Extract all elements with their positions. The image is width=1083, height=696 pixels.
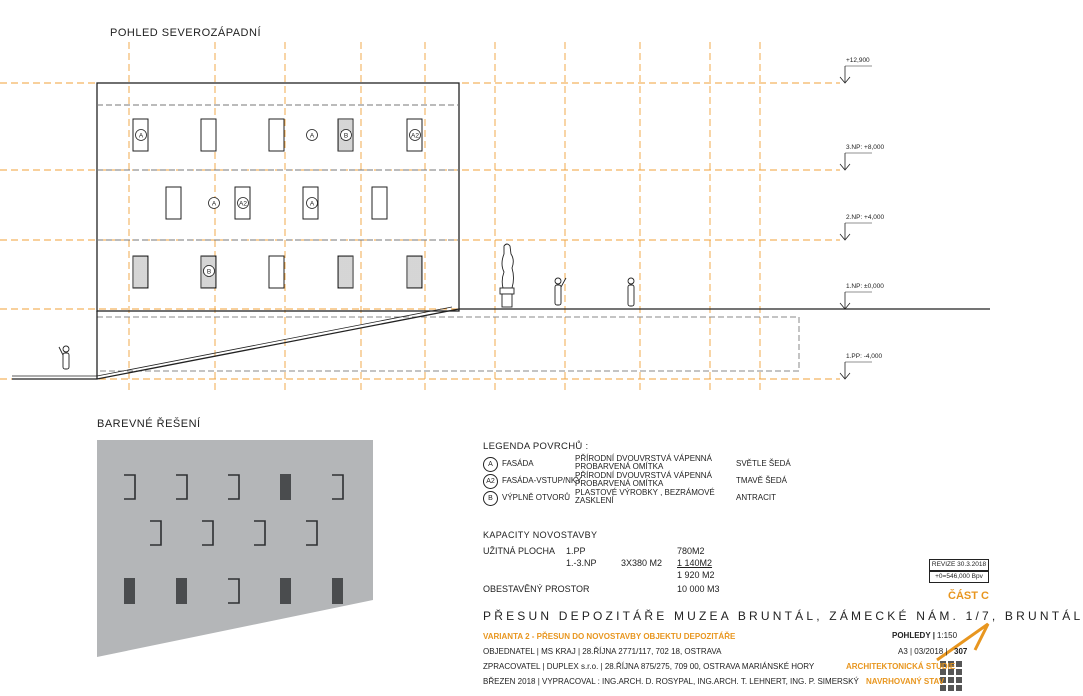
- surface-tag-label: A: [211, 200, 217, 208]
- surface-tag-label: A: [138, 132, 144, 140]
- facade-color-panel: [97, 440, 373, 657]
- surface-tag-label: A2: [239, 200, 247, 208]
- logo-cell: [948, 677, 954, 683]
- basement-outline: [97, 317, 799, 371]
- level-label: +12,900: [846, 57, 870, 64]
- legend-code: A2: [483, 474, 498, 489]
- color-solution-title: BAREVNÉ ŘEŠENÍ: [97, 418, 201, 430]
- color-window: [280, 474, 291, 500]
- surface-tag-label: A: [309, 132, 315, 140]
- volume-value: 10 000 M3: [677, 584, 720, 594]
- legend-item: [483, 489, 903, 509]
- state-label: NAVRHOVANÝ STAV: [866, 677, 945, 686]
- color-window: [280, 578, 291, 604]
- drawing-scale: 1:150: [937, 631, 958, 640]
- revision-box: REVIZE 30.3.2018: [929, 559, 989, 571]
- level-label: 1.PP: -4,000: [846, 353, 883, 360]
- legend-name: FASÁDA-VSTUP/NKY: [502, 476, 582, 485]
- capacity-calc: 3X380 M2: [621, 558, 663, 568]
- elevation-window: [407, 256, 422, 288]
- building-elevation: [12, 83, 990, 379]
- legend-color: SVĚTLE ŠEDÁ: [736, 459, 791, 468]
- legend-name: VÝPLNĚ OTVORŮ: [502, 493, 571, 502]
- processor-line: ZPRACOVATEL | DUPLEX s.r.o. | 28.ŘÍJNA 875/275, 709 00, OSTRAVA MARIÁNSKÉ HORY: [483, 662, 815, 671]
- authors-line: BŘEZEN 2018 | VYPRACOVAL : ING.ARCH. D. ROSYPAL, ING.ARCH. T. LEHNERT, ING. P. SIMERSKÝ: [483, 677, 859, 686]
- color-rendering: [97, 440, 373, 657]
- surface-tag-label: A2: [411, 132, 419, 140]
- surface-tag-label: A: [309, 200, 315, 208]
- color-window: [176, 578, 187, 604]
- project-title: PŘESUN DEPOZITÁŘE MUZEA BRUNTÁL, ZÁMECKÉ NÁM. 1/7, BRUNTÁL: [483, 609, 1083, 623]
- legend-name: FASÁDA: [502, 459, 534, 468]
- person-figure: [59, 346, 69, 369]
- part-label: ČÁST C: [948, 590, 989, 602]
- capacity-value: 780M2: [677, 546, 705, 556]
- capacity-floor: 1.PP: [566, 546, 586, 556]
- legend-title: LEGENDA POVRCHŮ :: [483, 441, 589, 452]
- capacity-total: 1 920 M2: [677, 570, 715, 580]
- person-figure: [555, 278, 566, 305]
- legend-code: B: [483, 491, 498, 506]
- elevation-window: [201, 119, 216, 151]
- legend-code: A: [483, 457, 498, 472]
- capacity-value: 1 140M2: [677, 558, 713, 568]
- level-label: 2.NP: +4,000: [846, 214, 885, 221]
- color-window: [332, 578, 343, 604]
- logo-cell: [956, 685, 962, 691]
- capacity-title: KAPACITY NOVOSTAVBY: [483, 530, 598, 540]
- drawing-type: POHLEDY |: [892, 631, 935, 640]
- legend-material: PLASTOVÉ VÝROBKY , BEZRÁMOVÉ ZASKLENÍ: [575, 488, 715, 505]
- legend-material: PŘÍRODNÍ DVOUVRSTVÁ VÁPENNÁ PROBARVENÁ OMÍTKA: [575, 454, 712, 471]
- statue-figure: [500, 244, 514, 307]
- logo-cell: [956, 677, 962, 683]
- variant-label: VARIANTA 2 - PŘESUN DO NOVOSTAVBY OBJEKTU DEPOZITÁŘE: [483, 632, 736, 641]
- usable-area-label: UŽITNÁ PLOCHA: [483, 546, 556, 556]
- volume-label: OBESTAVĚNÝ PROSTOR: [483, 584, 590, 594]
- studio-label: ARCHITEKTONICKÁ STUDIE: [846, 662, 956, 671]
- client-line: OBJEDNATEL | MS KRAJ | 28.ŘÍJNA 2771/117, 702 18, OSTRAVA: [483, 647, 722, 656]
- orange-level-grid: [0, 42, 872, 390]
- elevation-window: [269, 119, 284, 151]
- level-label: 1.NP: ±0,000: [846, 283, 884, 290]
- elevation-window: [372, 187, 387, 219]
- logo-cell: [956, 661, 962, 667]
- surface-tag-label: B: [206, 268, 212, 276]
- legend-color: ANTRACIT: [736, 493, 776, 502]
- ground-line: [12, 309, 990, 379]
- logo-cell: [956, 669, 962, 675]
- legend-material: PŘÍRODNÍ DVOUVRSTVÁ VÁPENNÁ PROBARVENÁ OMÍTKA: [575, 471, 712, 488]
- person-figure: [628, 278, 634, 306]
- surface-tag-label: B: [343, 132, 349, 140]
- elevation-window: [166, 187, 181, 219]
- elevation-reference-box: +0=546,000 Bpv: [929, 571, 989, 583]
- legend-color: TMAVĚ ŠEDÁ: [736, 476, 787, 485]
- level-label: 3.NP: +8,000: [846, 144, 885, 151]
- capacity-floor: 1.-3.NP: [566, 558, 597, 568]
- logo-cell: [948, 685, 954, 691]
- color-window: [124, 578, 135, 604]
- elevation-window: [338, 256, 353, 288]
- drawing-number: 307: [954, 647, 968, 656]
- format-line: A3 | 03/2018 |: [898, 647, 948, 656]
- elevation-title: POHLED SEVEROZÁPADNÍ: [110, 27, 261, 39]
- elevation-window: [133, 256, 148, 288]
- elevation-windows: [133, 119, 422, 288]
- elevation-window: [269, 256, 284, 288]
